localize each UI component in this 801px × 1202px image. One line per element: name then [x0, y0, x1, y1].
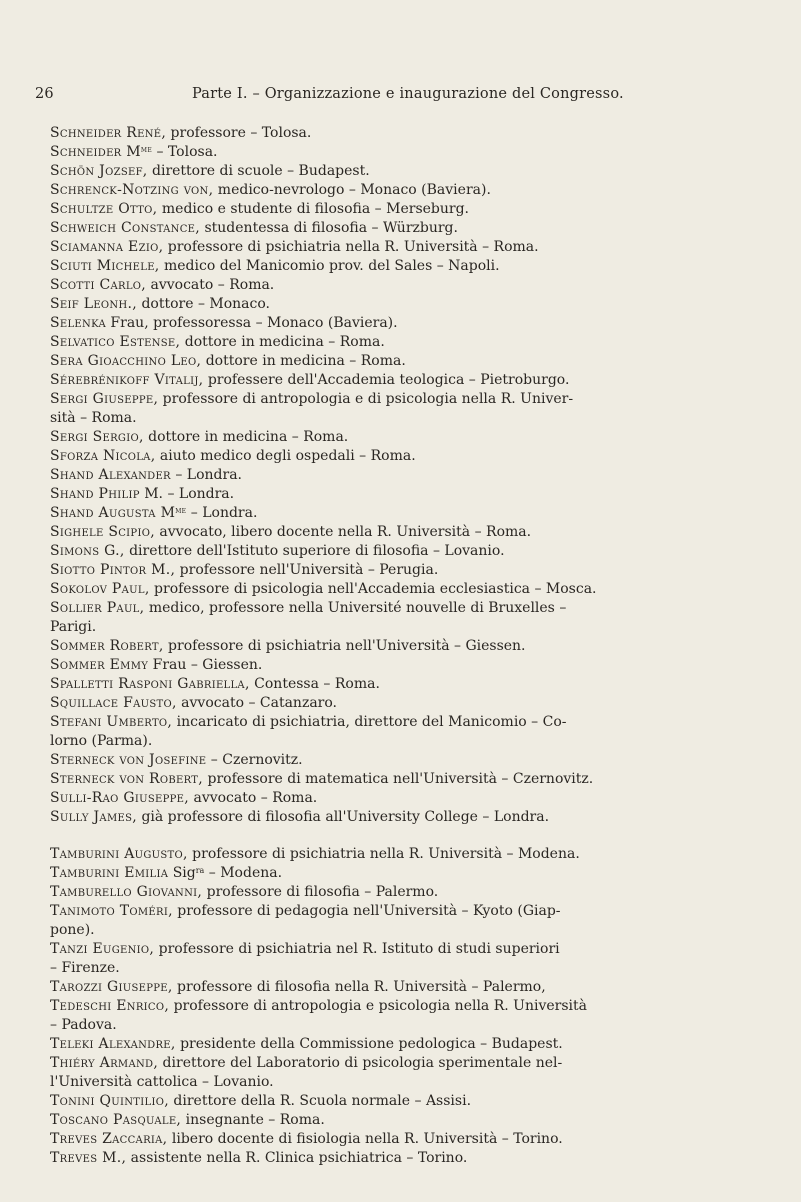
- entry-description: incaricato di psichiatria, direttore del Manicomio – Co-: [172, 714, 567, 730]
- entry-name: Schrenck-Notzing von,: [50, 182, 214, 198]
- entry-name: Tonini Quintilio,: [50, 1093, 169, 1109]
- entry-description: M. – Londra.: [139, 486, 235, 502]
- entry-description: avvocato – Roma.: [189, 790, 318, 806]
- list-entry: [50, 599, 775, 637]
- list-entry: [50, 789, 775, 808]
- page-header: [0, 86, 801, 108]
- entry-continuation: Parigi.: [50, 619, 97, 635]
- entry-description: Frau – Giessen.: [148, 657, 263, 673]
- entry-description: medico del Manicomio prov. del Sales – Napoli.: [159, 258, 500, 274]
- list-entry: [50, 997, 775, 1035]
- list-entry: [50, 504, 775, 523]
- list-entry: [50, 200, 775, 219]
- entry-name: Tamburello Giovanni,: [50, 884, 203, 900]
- list-entry: [50, 883, 775, 902]
- entry-description: Frau, professoressa – Monaco (Baviera).: [105, 315, 398, 331]
- entry-name: Treves Zaccaria,: [50, 1131, 168, 1147]
- entry-name: Sommer Emmy: [50, 657, 149, 673]
- entry-description: professore nell'Università – Perugia.: [175, 562, 439, 578]
- entry-name: Selenka: [50, 315, 106, 331]
- entry-description: Contessa – Roma.: [249, 676, 380, 692]
- entry-name: Shand Augusta $M^{me}$: [50, 505, 187, 521]
- list-entry: [50, 124, 775, 143]
- entry-name: Sulli-Rao Giuseppe,: [50, 790, 190, 806]
- list-entry: [50, 542, 775, 561]
- running-title: Parte I. – Organizzazione e inaugurazione del Congresso.: [192, 86, 624, 102]
- list-entry: [50, 561, 775, 580]
- entry-name: Thiéry Armand,: [50, 1055, 159, 1071]
- entry-name: Tedeschi Enrico,: [50, 998, 170, 1014]
- entry-description: professore di psicologia nell'Accademia ecclesiastica – Mosca.: [149, 581, 597, 597]
- entry-description: professore di filosofia nella R. Università – Palermo,: [172, 979, 546, 995]
- entry-name: Toscano Pasquale,: [50, 1112, 182, 1128]
- entry-description: direttore dell'Istituto superiore di filosofia – Lovanio.: [124, 543, 505, 559]
- entry-name: Sergi Sergio,: [50, 429, 144, 445]
- entry-description: professore di antropologia e psicologia nella R. Università: [169, 998, 587, 1014]
- list-entry: [50, 238, 775, 257]
- list-entry: [50, 940, 775, 978]
- entry-name: Schultze Otto,: [50, 201, 158, 217]
- entries-t: [50, 845, 775, 1168]
- list-entry: [50, 751, 775, 770]
- entry-description: professore di matematica nell'Università – Czernovitz.: [203, 771, 594, 787]
- entry-description: dottore – Monaco.: [137, 296, 270, 312]
- list-entry: [50, 902, 775, 940]
- entry-name: Sforza Nicola,: [50, 448, 156, 464]
- entry-description: avvocato – Roma.: [146, 277, 275, 293]
- entry-description: direttore di scuole – Budapest.: [147, 163, 370, 179]
- list-entry: [50, 845, 775, 864]
- list-entry: [50, 1092, 775, 1111]
- list-entry: [50, 1130, 775, 1149]
- list-entry: [50, 1149, 775, 1168]
- entry-name: Tanzi Eugenio,: [50, 941, 155, 957]
- entry-name: Tanimoto Toméri,: [50, 903, 173, 919]
- list-entry: [50, 864, 775, 883]
- entry-name: Seif Leonh.,: [50, 296, 137, 312]
- entry-name: Sully James,: [50, 809, 137, 825]
- list-entry: [50, 713, 775, 751]
- list-entry: [50, 428, 775, 447]
- entry-continuation: l'Università cattolica – Lovanio.: [50, 1074, 274, 1090]
- entry-description: dottore in medicina – Roma.: [180, 334, 385, 350]
- entry-name: Schweich Constance,: [50, 220, 201, 236]
- entry-description: medico, professore nella Université nouvelle di Bruxelles –: [144, 600, 567, 616]
- section-gap: [50, 827, 775, 845]
- entry-continuation: pone).: [50, 922, 95, 938]
- entry-description: – Tolosa.: [152, 144, 218, 160]
- entry-description: studentessa di filosofia – Würzburg.: [200, 220, 458, 236]
- entries-s: [50, 124, 775, 827]
- entry-description: professere dell'Accademia teologica – Pietroburgo.: [203, 372, 570, 388]
- entry-description: – Londra.: [186, 505, 258, 521]
- list-entry: [50, 485, 775, 504]
- entry-description: dottore in medicina – Roma.: [201, 353, 406, 369]
- entry-description: medico-nevrologo – Monaco (Baviera).: [213, 182, 491, 198]
- entry-description: – Londra.: [170, 467, 242, 483]
- entry-description: avvocato – Catanzaro.: [176, 695, 338, 711]
- list-entry: [50, 675, 775, 694]
- entry-description: assistente nella R. Clinica psichiatrica – Torino.: [126, 1150, 468, 1166]
- entry-description: libero docente di fisiologia nella R. Università – Torino.: [167, 1131, 563, 1147]
- list-entry: [50, 523, 775, 542]
- entry-description: professore di pedagogia nell'Università – Kyoto (Giap-: [172, 903, 561, 919]
- entry-name: Sciamanna Ezio,: [50, 239, 164, 255]
- list-entry: [50, 143, 775, 162]
- entry-name: Schneider René,: [50, 125, 167, 141]
- list-entry: [50, 314, 775, 333]
- participant-list: [50, 124, 775, 1168]
- entry-name: Scotti Carlo,: [50, 277, 147, 293]
- list-entry: [50, 1035, 775, 1054]
- entry-description: direttore del Laboratorio di psicologia sperimentale nel-: [158, 1055, 563, 1071]
- entry-description: professore di psichiatria nel R. Istituto di studi superiori: [154, 941, 560, 957]
- entry-name: Tarozzi Giuseppe,: [50, 979, 173, 995]
- entry-name: Squillace Fausto,: [50, 695, 177, 711]
- list-entry: [50, 466, 775, 485]
- entry-name: Shand Alexander: [50, 467, 171, 483]
- entry-description: già professore di filosofia all'University College – Londra.: [137, 809, 550, 825]
- entry-name: Sterneck von Robert,: [50, 771, 204, 787]
- list-entry: [50, 295, 775, 314]
- entry-name: Sterneck von Josefine: [50, 752, 207, 768]
- entry-description: avvocato, libero docente nella R. Università – Roma.: [154, 524, 532, 540]
- entry-continuation: lorno (Parma).: [50, 733, 153, 749]
- list-entry: [50, 637, 775, 656]
- entry-description: professore di psichiatria nella R. Università – Roma.: [163, 239, 539, 255]
- entry-name: Tamburini Augusto,: [50, 846, 188, 862]
- list-entry: [50, 447, 775, 466]
- entry-description: direttore della R. Scuola normale – Assisi.: [168, 1093, 472, 1109]
- entry-description: professore di antropologia e di psicologia nella R. Univer-: [158, 391, 574, 407]
- entry-name: Sokolov Paul,: [50, 581, 150, 597]
- list-entry: [50, 162, 775, 181]
- entry-name: Selvatico Estense,: [50, 334, 181, 350]
- entry-continuation: sità – Roma.: [50, 410, 137, 426]
- entry-name: Schön Jozsef,: [50, 163, 148, 179]
- entry-description: professore – Tolosa.: [166, 125, 312, 141]
- entry-description: medico e studente di filosofia – Merseburg.: [157, 201, 469, 217]
- entry-name: Teleki Alexandre,: [50, 1036, 176, 1052]
- entry-description: Sig$^{ra}$ – Modena.: [172, 865, 283, 881]
- entry-name: Shand Philip: [50, 486, 140, 502]
- entry-name: Siotto Pintor M.,: [50, 562, 176, 578]
- list-entry: [50, 333, 775, 352]
- list-entry: [50, 978, 775, 997]
- list-entry: [50, 808, 775, 827]
- entry-description: professore di psichiatria nell'Università – Giessen.: [163, 638, 526, 654]
- list-entry: [50, 390, 775, 428]
- entry-description: professore di filosofia – Palermo.: [202, 884, 439, 900]
- entry-name: Sighele Scipio,: [50, 524, 155, 540]
- entry-description: insegnante – Roma.: [181, 1112, 325, 1128]
- entry-name: Treves M.,: [50, 1150, 127, 1166]
- entry-name: Simons G.,: [50, 543, 125, 559]
- entry-name: Sera Gioacchino Leo,: [50, 353, 202, 369]
- entry-name: Sommer Robert,: [50, 638, 164, 654]
- entry-description: dottore in medicina – Roma.: [143, 429, 349, 445]
- entry-name: Stefani Umberto,: [50, 714, 173, 730]
- page-number: 26: [35, 86, 54, 102]
- list-entry: [50, 219, 775, 238]
- list-entry: [50, 694, 775, 713]
- entry-description: professore di psichiatria nella R. Università – Modena.: [187, 846, 580, 862]
- list-entry: [50, 352, 775, 371]
- entry-name: Sérebrénikoff Vitalij,: [50, 372, 204, 388]
- list-entry: [50, 276, 775, 295]
- entry-name: Tamburini Emilia: [50, 865, 169, 881]
- entry-continuation: – Padova.: [50, 1017, 117, 1033]
- list-entry: [50, 1054, 775, 1092]
- list-entry: [50, 181, 775, 200]
- entry-name: Sollier Paul,: [50, 600, 145, 616]
- entry-description: – Czernovitz.: [206, 752, 303, 768]
- list-entry: [50, 1111, 775, 1130]
- list-entry: [50, 770, 775, 789]
- entry-name: Spalletti Rasponi Gabriella,: [50, 676, 250, 692]
- list-entry: [50, 257, 775, 276]
- entry-name: Sergi Giuseppe,: [50, 391, 159, 407]
- list-entry: [50, 656, 775, 675]
- entry-description: presidente della Commissione pedologica – Budapest.: [175, 1036, 563, 1052]
- entry-description: aiuto medico degli ospedali – Roma.: [155, 448, 416, 464]
- entry-continuation: – Firenze.: [50, 960, 120, 976]
- entry-name: Sciuti Michele,: [50, 258, 160, 274]
- list-entry: [50, 580, 775, 599]
- entry-name: Schneider $M^{me}$: [50, 144, 153, 160]
- list-entry: [50, 371, 775, 390]
